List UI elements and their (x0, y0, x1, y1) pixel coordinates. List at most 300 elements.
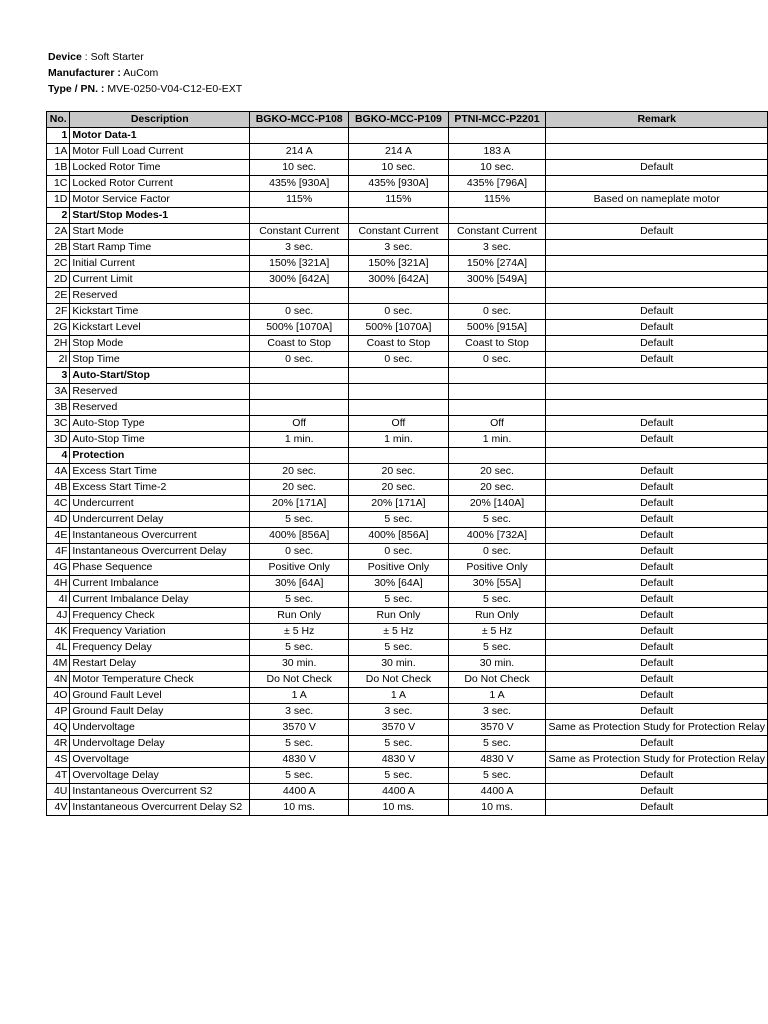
cell-bgko-mcc-p109 (349, 368, 448, 384)
cell-description: Start Mode (70, 224, 250, 240)
cell-ptni-mcc-p2201: 183 A (448, 144, 546, 160)
cell-description: Undercurrent Delay (70, 512, 250, 528)
cell-remark: Default (546, 576, 768, 592)
cell-number: 2B (47, 240, 70, 256)
cell-remark (546, 208, 768, 224)
cell-bgko-mcc-p108: 115% (250, 192, 349, 208)
cell-ptni-mcc-p2201: 3570 V (448, 720, 546, 736)
section-row (47, 208, 768, 224)
cell-bgko-mcc-p108 (250, 368, 349, 384)
cell-bgko-mcc-p108: 30% [64A] (250, 576, 349, 592)
cell-bgko-mcc-p108: 5 sec. (250, 768, 349, 784)
cell-description: Locked Rotor Current (70, 176, 250, 192)
cell-remark: Default (546, 480, 768, 496)
cell-bgko-mcc-p108: 3 sec. (250, 240, 349, 256)
cell-bgko-mcc-p109 (349, 288, 448, 304)
cell-remark (546, 256, 768, 272)
cell-ptni-mcc-p2201: 0 sec. (448, 352, 546, 368)
cell-number: 4F (47, 544, 70, 560)
cell-number: 4B (47, 480, 70, 496)
cell-remark: Default (546, 560, 768, 576)
table-row (47, 272, 768, 288)
device-value: : Soft Starter (81, 51, 144, 63)
table-row (47, 256, 768, 272)
table-row (47, 480, 768, 496)
cell-description: Instantaneous Overcurrent Delay (70, 544, 250, 560)
cell-bgko-mcc-p109: 0 sec. (349, 304, 448, 320)
cell-remark: Default (546, 800, 768, 816)
cell-bgko-mcc-p108: Positive Only (250, 560, 349, 576)
cell-remark: Default (546, 320, 768, 336)
settings-table (46, 111, 768, 816)
cell-description: Stop Time (70, 352, 250, 368)
cell-bgko-mcc-p108: Constant Current (250, 224, 349, 240)
cell-description: Instantaneous Overcurrent (70, 528, 250, 544)
cell-number: 4U (47, 784, 70, 800)
cell-description: Undercurrent (70, 496, 250, 512)
cell-description: Motor Data-1 (70, 128, 250, 144)
cell-remark (546, 240, 768, 256)
cell-remark: Based on nameplate motor (546, 192, 768, 208)
cell-bgko-mcc-p108: Coast to Stop (250, 336, 349, 352)
cell-remark: Default (546, 736, 768, 752)
device-line (48, 49, 242, 65)
cell-remark: Default (546, 160, 768, 176)
cell-description: Frequency Check (70, 608, 250, 624)
cell-ptni-mcc-p2201: 150% [274A] (448, 256, 546, 272)
cell-remark: Default (546, 432, 768, 448)
cell-bgko-mcc-p108: 300% [642A] (250, 272, 349, 288)
cell-remark (546, 384, 768, 400)
table-row (47, 384, 768, 400)
cell-bgko-mcc-p108: 3570 V (250, 720, 349, 736)
cell-ptni-mcc-p2201: Off (448, 416, 546, 432)
table-row (47, 592, 768, 608)
table-header-row (47, 112, 768, 128)
cell-ptni-mcc-p2201: Coast to Stop (448, 336, 546, 352)
cell-remark: Default (546, 304, 768, 320)
manufacturer-line (48, 65, 242, 81)
cell-bgko-mcc-p108: 400% [856A] (250, 528, 349, 544)
table-row (47, 512, 768, 528)
cell-remark: Default (546, 672, 768, 688)
cell-number: 1D (47, 192, 70, 208)
cell-bgko-mcc-p109: 5 sec. (349, 592, 448, 608)
cell-number: 4V (47, 800, 70, 816)
cell-ptni-mcc-p2201: 4830 V (448, 752, 546, 768)
cell-ptni-mcc-p2201: 0 sec. (448, 304, 546, 320)
cell-ptni-mcc-p2201: Positive Only (448, 560, 546, 576)
cell-bgko-mcc-p109: 435% [930A] (349, 176, 448, 192)
cell-bgko-mcc-p109: ± 5 Hz (349, 624, 448, 640)
cell-bgko-mcc-p109: 1 min. (349, 432, 448, 448)
cell-description: Undervoltage (70, 720, 250, 736)
cell-remark: Default (546, 336, 768, 352)
table-row (47, 416, 768, 432)
cell-number: 4C (47, 496, 70, 512)
document-header (48, 49, 242, 97)
cell-bgko-mcc-p108 (250, 448, 349, 464)
cell-bgko-mcc-p109: 150% [321A] (349, 256, 448, 272)
cell-description: Frequency Delay (70, 640, 250, 656)
column-header-remark: Remark (546, 112, 768, 128)
cell-number: 2H (47, 336, 70, 352)
table-row (47, 240, 768, 256)
cell-number: 4T (47, 768, 70, 784)
cell-bgko-mcc-p108 (250, 128, 349, 144)
cell-number: 4M (47, 656, 70, 672)
cell-ptni-mcc-p2201: Constant Current (448, 224, 546, 240)
cell-bgko-mcc-p109: 3 sec. (349, 240, 448, 256)
cell-number: 2G (47, 320, 70, 336)
cell-bgko-mcc-p108: 4400 A (250, 784, 349, 800)
table-row (47, 720, 768, 736)
cell-remark (546, 368, 768, 384)
cell-number: 4G (47, 560, 70, 576)
column-header-p2201: PTNI-MCC-P2201 (448, 112, 546, 128)
cell-ptni-mcc-p2201: 5 sec. (448, 768, 546, 784)
cell-bgko-mcc-p109 (349, 128, 448, 144)
cell-bgko-mcc-p108: Do Not Check (250, 672, 349, 688)
cell-number: 1 (47, 128, 70, 144)
cell-number: 3A (47, 384, 70, 400)
type-label: Type / PN. : (48, 83, 105, 95)
cell-description: Initial Current (70, 256, 250, 272)
cell-number: 3 (47, 368, 70, 384)
section-row (47, 128, 768, 144)
cell-ptni-mcc-p2201: ± 5 Hz (448, 624, 546, 640)
cell-bgko-mcc-p108: 1 A (250, 688, 349, 704)
cell-ptni-mcc-p2201: 500% [915A] (448, 320, 546, 336)
cell-bgko-mcc-p108: 5 sec. (250, 640, 349, 656)
table-row (47, 656, 768, 672)
cell-description: Ground Fault Level (70, 688, 250, 704)
cell-ptni-mcc-p2201: 30% [55A] (448, 576, 546, 592)
cell-number: 4E (47, 528, 70, 544)
cell-number: 4R (47, 736, 70, 752)
table-row (47, 432, 768, 448)
cell-bgko-mcc-p108 (250, 400, 349, 416)
cell-ptni-mcc-p2201: Run Only (448, 608, 546, 624)
cell-remark: Default (546, 768, 768, 784)
cell-bgko-mcc-p108: 500% [1070A] (250, 320, 349, 336)
cell-ptni-mcc-p2201 (448, 368, 546, 384)
cell-number: 3D (47, 432, 70, 448)
table-row (47, 752, 768, 768)
cell-description: Excess Start Time (70, 464, 250, 480)
table-row (47, 400, 768, 416)
cell-bgko-mcc-p108: 1 min. (250, 432, 349, 448)
cell-remark (546, 176, 768, 192)
cell-bgko-mcc-p109: 10 sec. (349, 160, 448, 176)
section-row (47, 448, 768, 464)
cell-number: 4 (47, 448, 70, 464)
cell-ptni-mcc-p2201: 3 sec. (448, 240, 546, 256)
cell-ptni-mcc-p2201: 10 ms. (448, 800, 546, 816)
cell-description: Phase Sequence (70, 560, 250, 576)
cell-ptni-mcc-p2201 (448, 400, 546, 416)
cell-description: Auto-Stop Type (70, 416, 250, 432)
type-value: MVE-0250-V04-C12-E0-EXT (104, 83, 243, 95)
table-row (47, 688, 768, 704)
cell-bgko-mcc-p108 (250, 384, 349, 400)
cell-number: 1C (47, 176, 70, 192)
cell-number: 2A (47, 224, 70, 240)
cell-remark: Default (546, 416, 768, 432)
cell-description: Start/Stop Modes-1 (70, 208, 250, 224)
cell-bgko-mcc-p108 (250, 208, 349, 224)
table-row (47, 352, 768, 368)
cell-bgko-mcc-p109: 20 sec. (349, 480, 448, 496)
cell-bgko-mcc-p109 (349, 384, 448, 400)
cell-number: 2F (47, 304, 70, 320)
cell-ptni-mcc-p2201: Do Not Check (448, 672, 546, 688)
cell-bgko-mcc-p109: 4400 A (349, 784, 448, 800)
cell-bgko-mcc-p109: 30% [64A] (349, 576, 448, 592)
table-row (47, 640, 768, 656)
manufacturer-value: AuCom (120, 67, 159, 79)
cell-bgko-mcc-p109: 5 sec. (349, 640, 448, 656)
cell-number: 4D (47, 512, 70, 528)
table-row (47, 784, 768, 800)
cell-remark (546, 288, 768, 304)
cell-remark: Same as Protection Study for Protection Relay (546, 720, 768, 736)
cell-bgko-mcc-p109: 3570 V (349, 720, 448, 736)
cell-description: Instantaneous Overcurrent S2 (70, 784, 250, 800)
cell-remark: Default (546, 784, 768, 800)
cell-remark (546, 272, 768, 288)
cell-bgko-mcc-p109: 300% [642A] (349, 272, 448, 288)
cell-remark: Default (546, 464, 768, 480)
cell-description: Overvoltage (70, 752, 250, 768)
cell-bgko-mcc-p109: 10 ms. (349, 800, 448, 816)
cell-ptni-mcc-p2201 (448, 384, 546, 400)
cell-ptni-mcc-p2201: 3 sec. (448, 704, 546, 720)
cell-bgko-mcc-p109 (349, 400, 448, 416)
cell-description: Auto-Stop Time (70, 432, 250, 448)
cell-bgko-mcc-p108: Run Only (250, 608, 349, 624)
table-row (47, 624, 768, 640)
cell-bgko-mcc-p109: Positive Only (349, 560, 448, 576)
table-row (47, 304, 768, 320)
cell-remark: Same as Protection Study for Protection Relay (546, 752, 768, 768)
cell-ptni-mcc-p2201 (448, 288, 546, 304)
cell-number: 4O (47, 688, 70, 704)
cell-bgko-mcc-p108: Off (250, 416, 349, 432)
cell-remark: Default (546, 608, 768, 624)
cell-ptni-mcc-p2201: 400% [732A] (448, 528, 546, 544)
cell-ptni-mcc-p2201: 0 sec. (448, 544, 546, 560)
table-row (47, 192, 768, 208)
table-row (47, 768, 768, 784)
cell-bgko-mcc-p108: 3 sec. (250, 704, 349, 720)
cell-bgko-mcc-p109: 400% [856A] (349, 528, 448, 544)
table-row (47, 176, 768, 192)
cell-bgko-mcc-p109: 4830 V (349, 752, 448, 768)
cell-description: Frequency Variation (70, 624, 250, 640)
cell-number: 4A (47, 464, 70, 480)
cell-bgko-mcc-p108: 20 sec. (250, 464, 349, 480)
cell-remark (546, 128, 768, 144)
cell-remark: Default (546, 352, 768, 368)
cell-bgko-mcc-p108: 0 sec. (250, 352, 349, 368)
cell-description: Reserved (70, 400, 250, 416)
cell-bgko-mcc-p108 (250, 288, 349, 304)
cell-bgko-mcc-p109: 5 sec. (349, 736, 448, 752)
cell-bgko-mcc-p108: 20 sec. (250, 480, 349, 496)
type-line (48, 81, 242, 97)
cell-ptni-mcc-p2201: 20 sec. (448, 464, 546, 480)
cell-bgko-mcc-p109: 214 A (349, 144, 448, 160)
cell-ptni-mcc-p2201: 435% [796A] (448, 176, 546, 192)
cell-number: 4I (47, 592, 70, 608)
table-row (47, 544, 768, 560)
section-row (47, 368, 768, 384)
cell-bgko-mcc-p108: 150% [321A] (250, 256, 349, 272)
cell-bgko-mcc-p108: 10 sec. (250, 160, 349, 176)
cell-number: 4J (47, 608, 70, 624)
cell-bgko-mcc-p108: 5 sec. (250, 512, 349, 528)
cell-number: 4H (47, 576, 70, 592)
table-row (47, 528, 768, 544)
cell-bgko-mcc-p109 (349, 208, 448, 224)
cell-description: Stop Mode (70, 336, 250, 352)
cell-remark: Default (546, 496, 768, 512)
cell-number: 2E (47, 288, 70, 304)
cell-bgko-mcc-p109: 1 A (349, 688, 448, 704)
cell-number: 1B (47, 160, 70, 176)
cell-remark: Default (546, 704, 768, 720)
cell-ptni-mcc-p2201: 4400 A (448, 784, 546, 800)
cell-description: Current Imbalance (70, 576, 250, 592)
cell-remark: Default (546, 688, 768, 704)
cell-remark: Default (546, 544, 768, 560)
cell-bgko-mcc-p109: Constant Current (349, 224, 448, 240)
cell-remark (546, 144, 768, 160)
cell-description: Instantaneous Overcurrent Delay S2 (70, 800, 250, 816)
cell-ptni-mcc-p2201: 5 sec. (448, 640, 546, 656)
table-body (47, 128, 768, 816)
cell-bgko-mcc-p109: 500% [1070A] (349, 320, 448, 336)
cell-description: Current Limit (70, 272, 250, 288)
column-header-description: Description (70, 112, 250, 128)
table-row (47, 704, 768, 720)
cell-description: Current Imbalance Delay (70, 592, 250, 608)
table-row (47, 336, 768, 352)
cell-bgko-mcc-p109: Run Only (349, 608, 448, 624)
cell-bgko-mcc-p108: ± 5 Hz (250, 624, 349, 640)
cell-number: 3B (47, 400, 70, 416)
cell-bgko-mcc-p108: 5 sec. (250, 736, 349, 752)
cell-description: Kickstart Level (70, 320, 250, 336)
cell-ptni-mcc-p2201 (448, 448, 546, 464)
cell-ptni-mcc-p2201: 20 sec. (448, 480, 546, 496)
table-row (47, 160, 768, 176)
table-row (47, 672, 768, 688)
table-row (47, 608, 768, 624)
table-row (47, 496, 768, 512)
cell-number: 2 (47, 208, 70, 224)
cell-remark: Default (546, 512, 768, 528)
cell-bgko-mcc-p109: 5 sec. (349, 768, 448, 784)
cell-bgko-mcc-p109 (349, 448, 448, 464)
cell-ptni-mcc-p2201 (448, 128, 546, 144)
cell-number: 4L (47, 640, 70, 656)
cell-description: Motor Temperature Check (70, 672, 250, 688)
cell-ptni-mcc-p2201: 1 min. (448, 432, 546, 448)
device-label: Device (48, 51, 82, 63)
cell-ptni-mcc-p2201: 300% [549A] (448, 272, 546, 288)
table-row (47, 576, 768, 592)
cell-bgko-mcc-p108: 30 min. (250, 656, 349, 672)
cell-bgko-mcc-p108: 20% [171A] (250, 496, 349, 512)
cell-description: Excess Start Time-2 (70, 480, 250, 496)
cell-number: 2C (47, 256, 70, 272)
cell-ptni-mcc-p2201: 5 sec. (448, 512, 546, 528)
cell-bgko-mcc-p108: 0 sec. (250, 544, 349, 560)
cell-bgko-mcc-p108: 10 ms. (250, 800, 349, 816)
cell-number: 2D (47, 272, 70, 288)
cell-description: Protection (70, 448, 250, 464)
cell-bgko-mcc-p109: 0 sec. (349, 544, 448, 560)
cell-ptni-mcc-p2201: 20% [140A] (448, 496, 546, 512)
cell-description: Reserved (70, 288, 250, 304)
cell-number: 4N (47, 672, 70, 688)
cell-number: 4Q (47, 720, 70, 736)
cell-description: Restart Delay (70, 656, 250, 672)
cell-bgko-mcc-p109: Coast to Stop (349, 336, 448, 352)
table-row (47, 560, 768, 576)
cell-ptni-mcc-p2201: 5 sec. (448, 736, 546, 752)
cell-number: 4S (47, 752, 70, 768)
cell-ptni-mcc-p2201: 10 sec. (448, 160, 546, 176)
cell-ptni-mcc-p2201: 5 sec. (448, 592, 546, 608)
cell-bgko-mcc-p109: 0 sec. (349, 352, 448, 368)
cell-bgko-mcc-p108: 4830 V (250, 752, 349, 768)
cell-bgko-mcc-p109: Off (349, 416, 448, 432)
column-header-p109: BGKO-MCC-P109 (349, 112, 448, 128)
table-row (47, 288, 768, 304)
cell-number: 2I (47, 352, 70, 368)
cell-bgko-mcc-p109: 20 sec. (349, 464, 448, 480)
cell-description: Start Ramp Time (70, 240, 250, 256)
cell-remark: Default (546, 528, 768, 544)
cell-bgko-mcc-p108: 5 sec. (250, 592, 349, 608)
cell-number: 4P (47, 704, 70, 720)
table-row (47, 320, 768, 336)
table-row (47, 800, 768, 816)
cell-remark: Default (546, 592, 768, 608)
cell-bgko-mcc-p108: 435% [930A] (250, 176, 349, 192)
cell-number: 4K (47, 624, 70, 640)
cell-remark: Default (546, 656, 768, 672)
cell-number: 1A (47, 144, 70, 160)
cell-remark: Default (546, 224, 768, 240)
cell-description: Motor Full Load Current (70, 144, 250, 160)
cell-description: Kickstart Time (70, 304, 250, 320)
cell-description: Undervoltage Delay (70, 736, 250, 752)
cell-ptni-mcc-p2201 (448, 208, 546, 224)
cell-number: 3C (47, 416, 70, 432)
cell-bgko-mcc-p109: Do Not Check (349, 672, 448, 688)
cell-description: Ground Fault Delay (70, 704, 250, 720)
cell-description: Overvoltage Delay (70, 768, 250, 784)
cell-bgko-mcc-p109: 30 min. (349, 656, 448, 672)
cell-description: Motor Service Factor (70, 192, 250, 208)
cell-bgko-mcc-p109: 3 sec. (349, 704, 448, 720)
cell-bgko-mcc-p108: 0 sec. (250, 304, 349, 320)
cell-remark (546, 448, 768, 464)
